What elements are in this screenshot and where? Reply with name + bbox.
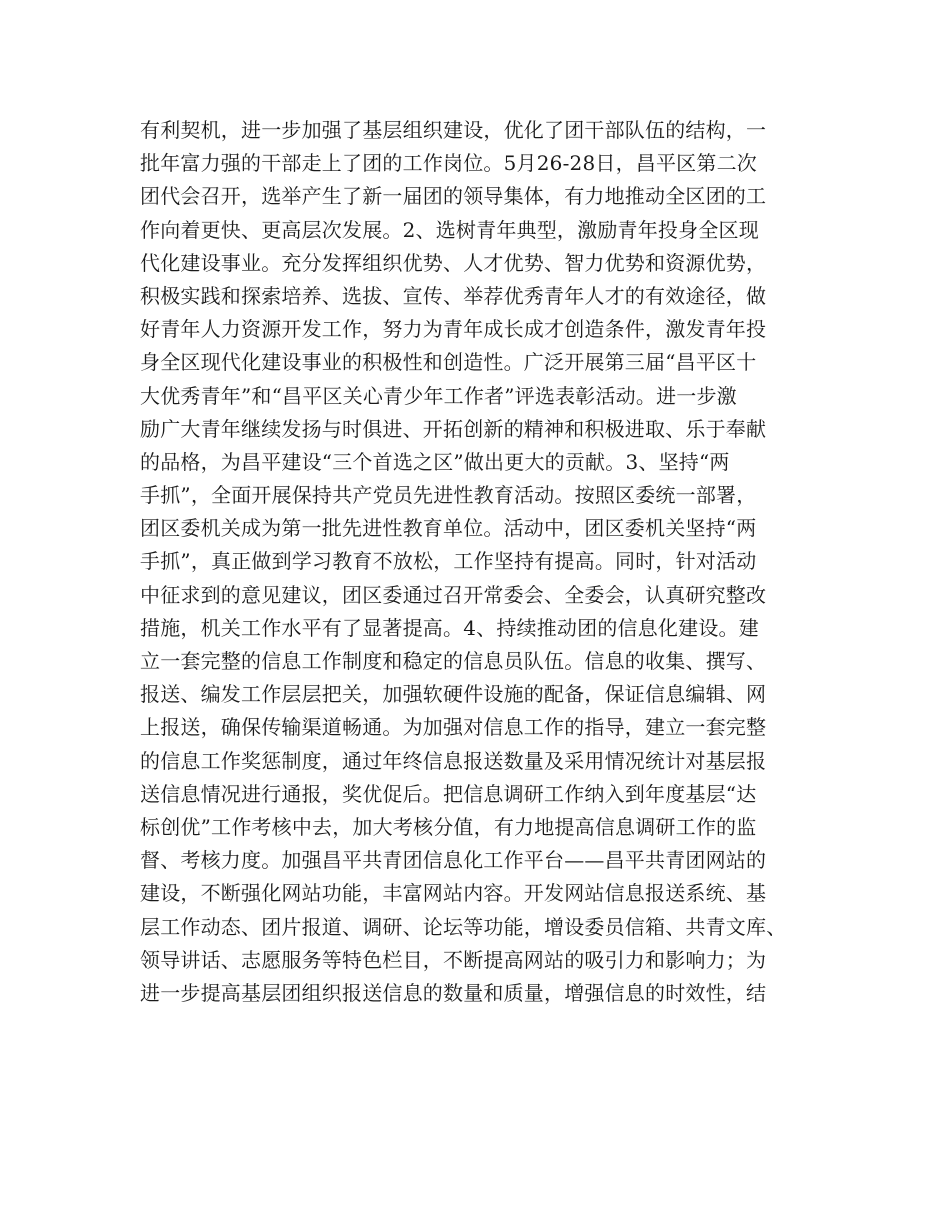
text-line: 代化建设事业。充分发挥组织优势、人才优势、智力优势和资源优势， [140, 250, 767, 275]
text-line: 手抓”，全面开展保持共产党员先进性教育活动。按照区委统一部署， [140, 483, 757, 508]
text-line: 进一步提高基层团组织报送信息的数量和质量，增强信息的时效性，结 [140, 980, 767, 1005]
text-line: 积极实践和探索培养、选拔、宣传、举荐优秀青年人才的有效途径，做 [140, 283, 767, 308]
text-line: 建设，不断强化网站功能，丰富网站内容。开发网站信息报送系统、基 [140, 881, 767, 906]
text-line: 励广大青年继续发扬与时俱进、开拓创新的精神和积极进取、乐于奉献 [140, 416, 767, 441]
text-line: 督、考核力度。加强昌平共青团信息化工作平台——昌平共青团网站的 [140, 848, 767, 873]
body-text [140, 114, 830, 1010]
text-line: 团代会召开，选举产生了新一届团的领导集体，有力地推动全区团的工 [140, 184, 767, 209]
text-line: 大优秀青年”和“昌平区关心青少年工作者”评选表彰活动。进一步激 [140, 383, 737, 408]
text-line: 措施，机关工作水平有了显著提高。4、持续推动团的信息化建设。建 [140, 615, 759, 640]
text-line: 送信息情况进行通报，奖优促后。把信息调研工作纳入到年度基层“达 [140, 781, 757, 806]
text-line: 批年富力强的干部走上了团的工作岗位。5月26-28日，昌平区第二次 [140, 151, 757, 176]
text-line: 层工作动态、团片报道、调研、论坛等功能，增设委员信箱、共青文库、 [140, 914, 787, 939]
text-line: 身全区现代化建设事业的积极性和创造性。广泛开展第三届“昌平区十 [140, 350, 757, 375]
text-line: 的品格，为昌平建设“三个首选之区”做出更大的贡献。3、坚持“两 [140, 449, 730, 474]
text-line: 的信息工作奖惩制度，通过年终信息报送数量及采用情况统计对基层报 [140, 748, 767, 773]
text-line: 标创优”工作考核中去，加大考核分值，有力地提高信息调研工作的监 [140, 814, 757, 839]
text-line: 领导讲话、志愿服务等特色栏目，不断提高网站的吸引力和影响力；为 [140, 947, 767, 972]
text-line: 立一套完整的信息工作制度和稳定的信息员队伍。信息的收集、撰写、 [140, 649, 767, 673]
text-line: 手抓”，真正做到学习教育不放松，工作坚持有提高。同时，针对活动 [140, 549, 757, 574]
text-line: 作向着更快、更高层次发展。2、选树青年典型，激励青年投身全区现 [140, 217, 759, 242]
text-line: 中征求到的意见建议，团区委通过召开常委会、全委会，认真研究整改 [140, 582, 767, 607]
text-line: 团区委机关成为第一批先进性教育单位。活动中，团区委机关坚持“两 [140, 516, 757, 541]
text-line: 报送、编发工作层层把关，加强软硬件设施的配备，保证信息编辑、网 [140, 682, 767, 707]
text-line: 上报送，确保传输渠道畅通。为加强对信息工作的指导，建立一套完整 [140, 715, 767, 740]
text-line: 好青年人力资源开发工作，努力为青年成长成才创造条件，激发青年投 [140, 317, 767, 342]
text-line: 有利契机，进一步加强了基层组织建设，优化了团干部队伍的结构，一 [140, 118, 767, 142]
